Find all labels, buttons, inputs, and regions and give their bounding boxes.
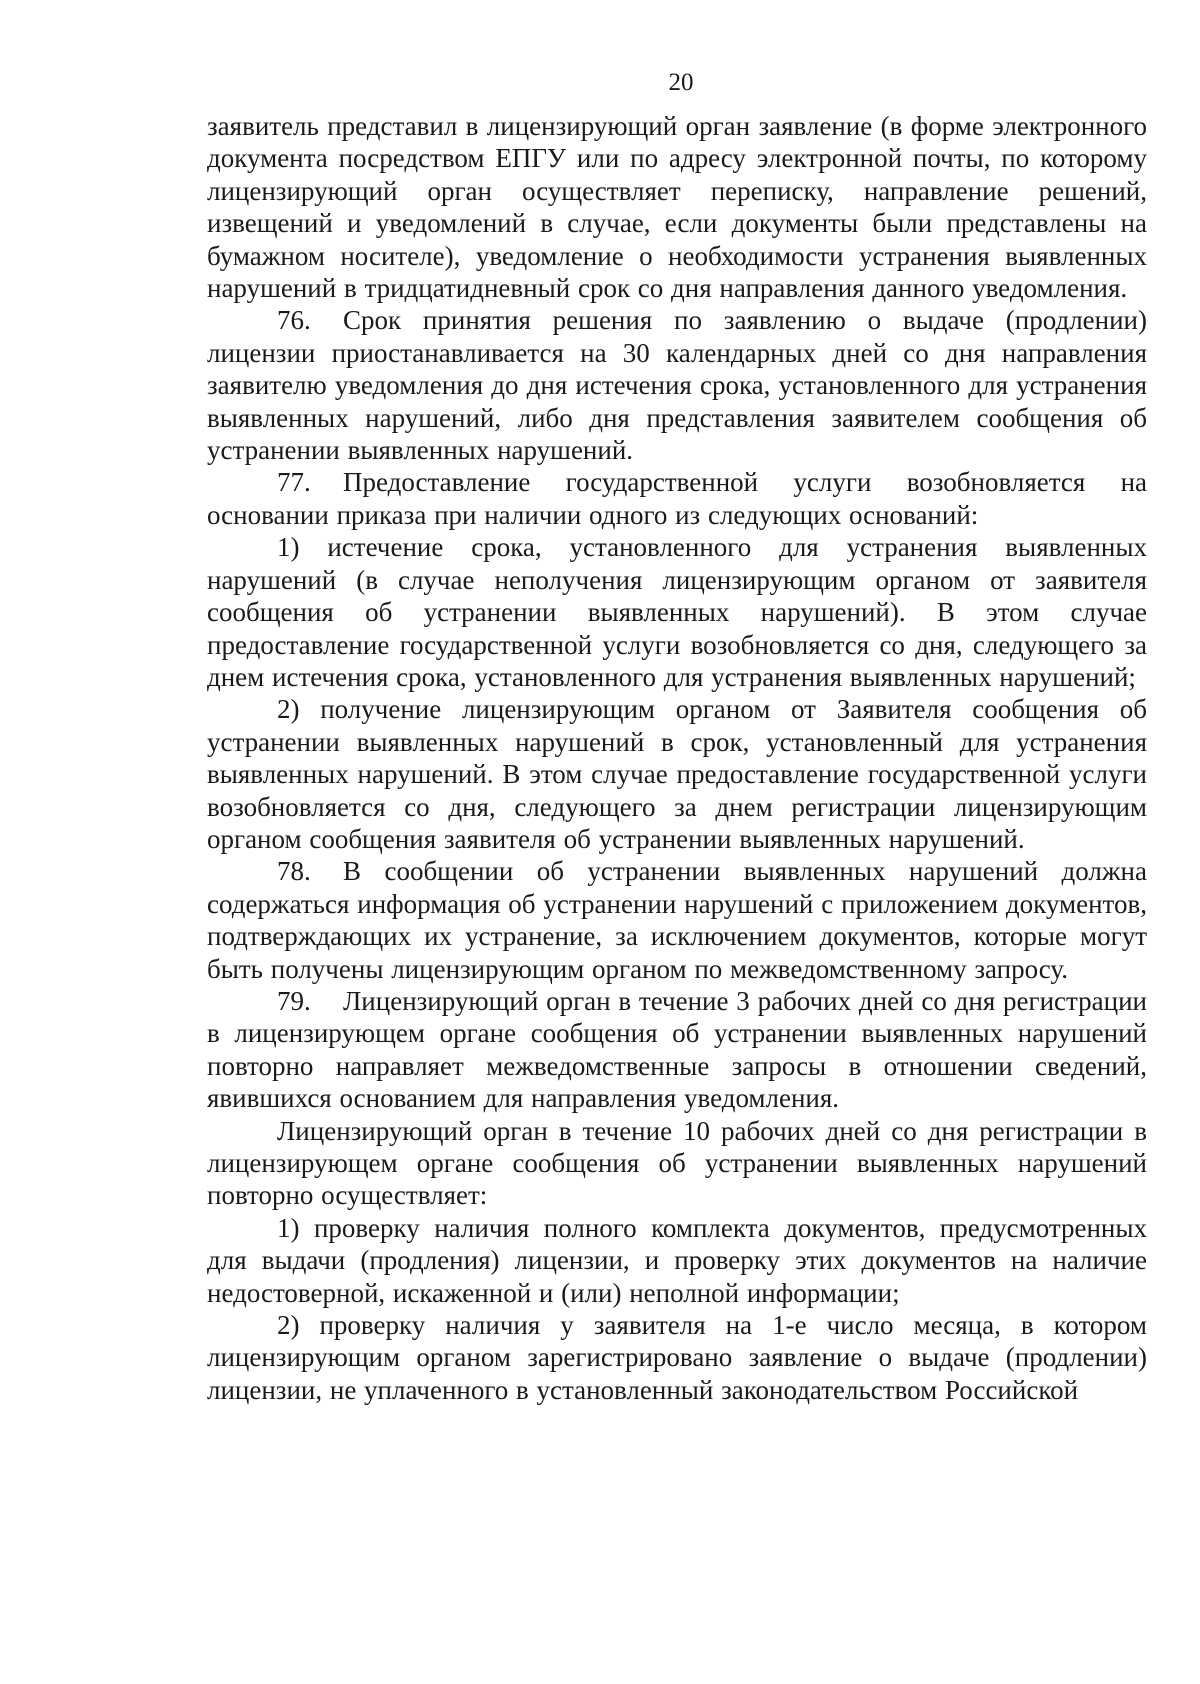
paragraph-77-item-1 xyxy=(207,531,1147,693)
paragraph-78 xyxy=(207,855,1147,985)
paragraph-text: 1) истечение срока, установленного для устранения выявленных нарушений (в случае неполучения лицензирующим органом от заявителя сообщения об устранении выявленных нарушений). В этом случае предоставление государственной услуги возобновляется со дня, следующего за днем истечения срока, установленного для устранения выявленных нарушений; xyxy=(207,532,1147,692)
paragraph-text: Лицензирующий орган в течение 10 рабочих дней со дня регистрации в лицензирующем органе сообщения об устранении выявленных нарушений повторно осуществляет: xyxy=(207,1115,1147,1211)
paragraph-text: 2) получение лицензирующим органом от Заявителя сообщения об устранении выявленных нарушений в срок, установленный для устранения выявленных нарушений. В этом случае предоставление государственной услуги возобновляется со дня, следующего за днем регистрации лицензирующим органом сообщения заявителя об устранении выявленных нарушений. xyxy=(207,694,1147,854)
paragraph-number: 79. xyxy=(277,985,311,1016)
paragraph-79-item-1 xyxy=(207,1212,1147,1309)
paragraph-79-continued xyxy=(207,1115,1147,1212)
page-number: 20 xyxy=(668,69,694,96)
paragraph-number: 77. xyxy=(277,467,311,498)
paragraph-continuation xyxy=(207,110,1147,304)
paragraph-number: 76. xyxy=(277,305,311,336)
paragraph-77 xyxy=(207,466,1147,531)
paragraph-79 xyxy=(207,985,1147,1115)
paragraph-number: 78. xyxy=(277,856,311,887)
paragraph-text: 2) проверку наличия у заявителя на 1-е число месяца, в котором лицензирующим органом зарегистрировано заявление о выдаче (продлении) лицензии, не уплаченного в установленный законодательством Российской xyxy=(207,1310,1147,1405)
paragraph-text: В сообщении об устранении выявленных нарушений должна содержаться информация об устранении нарушений с приложением документов, подтверждающих их устранение, за исключением документов, которые могут быть получены лицензирующим органом по межведомственному запросу. xyxy=(207,856,1147,984)
document-body xyxy=(207,110,1147,1406)
paragraph-text: Срок принятия решения по заявлению о выдаче (продлении) лицензии приостанавливается на 30 календарных дней со дня направления заявителю уведомления до дня истечения срока, установленного для устранения выявленных нарушений, либо дня представления заявителем сообщения об устранении выявленных нарушений. xyxy=(207,305,1147,466)
paragraph-text: 1) проверку наличия полного комплекта документов, предусмотренных для выдачи (продления) лицензии, и проверку этих документов на наличие недостоверной, искаженной и (или) неполной информации; xyxy=(207,1212,1147,1308)
paragraph-text: Предоставление государственной услуги возобновляется на основании приказа при наличии одного из следующих оснований: xyxy=(207,467,1147,530)
paragraph-text: Лицензирующий орган в течение 3 рабочих дней со дня регистрации в лицензирующем органе сообщения об устранении выявленных нарушений повторно направляет межведомственные запросы в отношении сведений, явившихся основанием для направления уведомления. xyxy=(207,985,1147,1114)
paragraph-79-item-2 xyxy=(207,1309,1147,1406)
paragraph-76 xyxy=(207,304,1147,466)
paragraph-77-item-2 xyxy=(207,693,1147,855)
paragraph-text: заявитель представил в лицензирующий орган заявление (в форме электронного документа посредством ЕПГУ или по адресу электронной почты, по которому лицензирующий орган осуществляет переписку, направление решений, извещений и уведомлений в случае, если документы были представлены на бумажном носителе), уведомление о необходимости устранения выявленных нарушений в тридцатидневный срок со дня направления данного уведомления. xyxy=(207,111,1147,304)
